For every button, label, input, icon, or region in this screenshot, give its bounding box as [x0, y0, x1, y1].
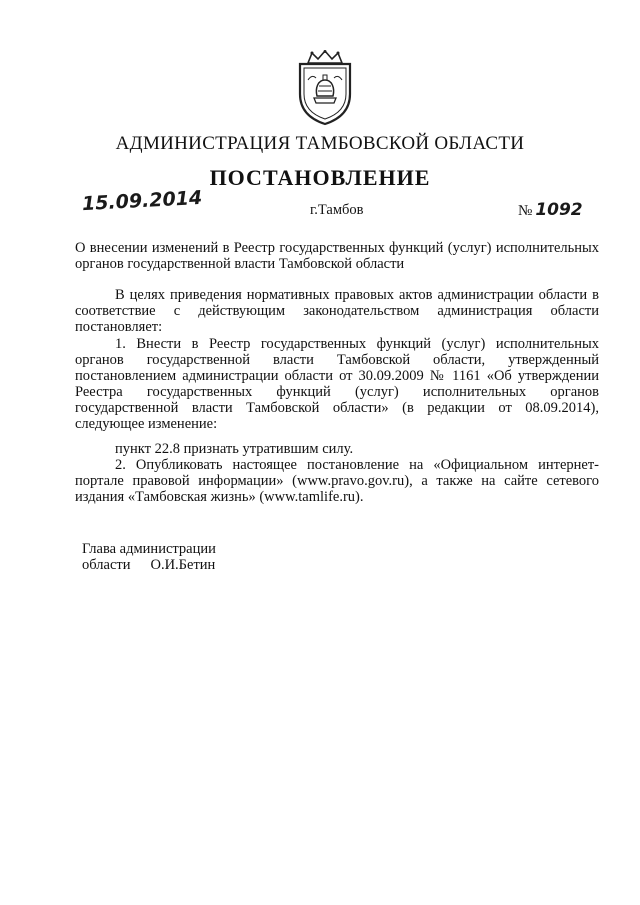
- document-subject: О внесении изменений в Реестр государственных функций (услуг) исполнительных органов государственной власти Тамбовской области: [75, 240, 599, 272]
- item-1-subpoint: пункт 22.8 признать утратившим силу.: [115, 441, 354, 457]
- signatory-name: О.И.Бетин: [150, 557, 216, 573]
- preamble-paragraph: В целях приведения нормативных правовых актов администрации области в соответствие с действующим законодательством администрация области постановляет:: [75, 287, 599, 335]
- coat-of-arms-emblem: [294, 50, 356, 126]
- handwritten-date: 15.09.2014: [81, 186, 203, 216]
- signatory-title: Глава администрации: [82, 541, 216, 557]
- item-2-paragraph: 2. Опубликовать настоящее постановление на «Официальном интернет-портале правовой информации» (www.pravo.gov.ru), а также на сайте сетевого издания «Тамбовская жизнь» (www.tamlife.ru).: [75, 457, 599, 505]
- signatory-region: области: [82, 557, 131, 573]
- document-number: [518, 200, 583, 220]
- signatory-row: [82, 557, 215, 574]
- city-label: г.Тамбов: [310, 202, 364, 218]
- handwritten-number: 1092: [535, 200, 583, 220]
- number-sign: №: [518, 203, 533, 219]
- organization-title: АДМИНИСТРАЦИЯ ТАМБОВСКОЙ ОБЛАСТИ: [115, 133, 525, 154]
- item-1-paragraph: 1. Внести в Реестр государственных функций (услуг) исполнительных органов государственной власти Тамбовской области, утвержденный постановлением администрации области от 30.09.2009 № 1161 «Об утверждении Реестра государственных функций (услуг) исполнительных органов государственной власти Тамбовской области» (в редакции от 08.09.2014), следующее изменение:: [75, 336, 599, 432]
- document-type-title: ПОСТАНОВЛЕНИЕ: [209, 165, 431, 190]
